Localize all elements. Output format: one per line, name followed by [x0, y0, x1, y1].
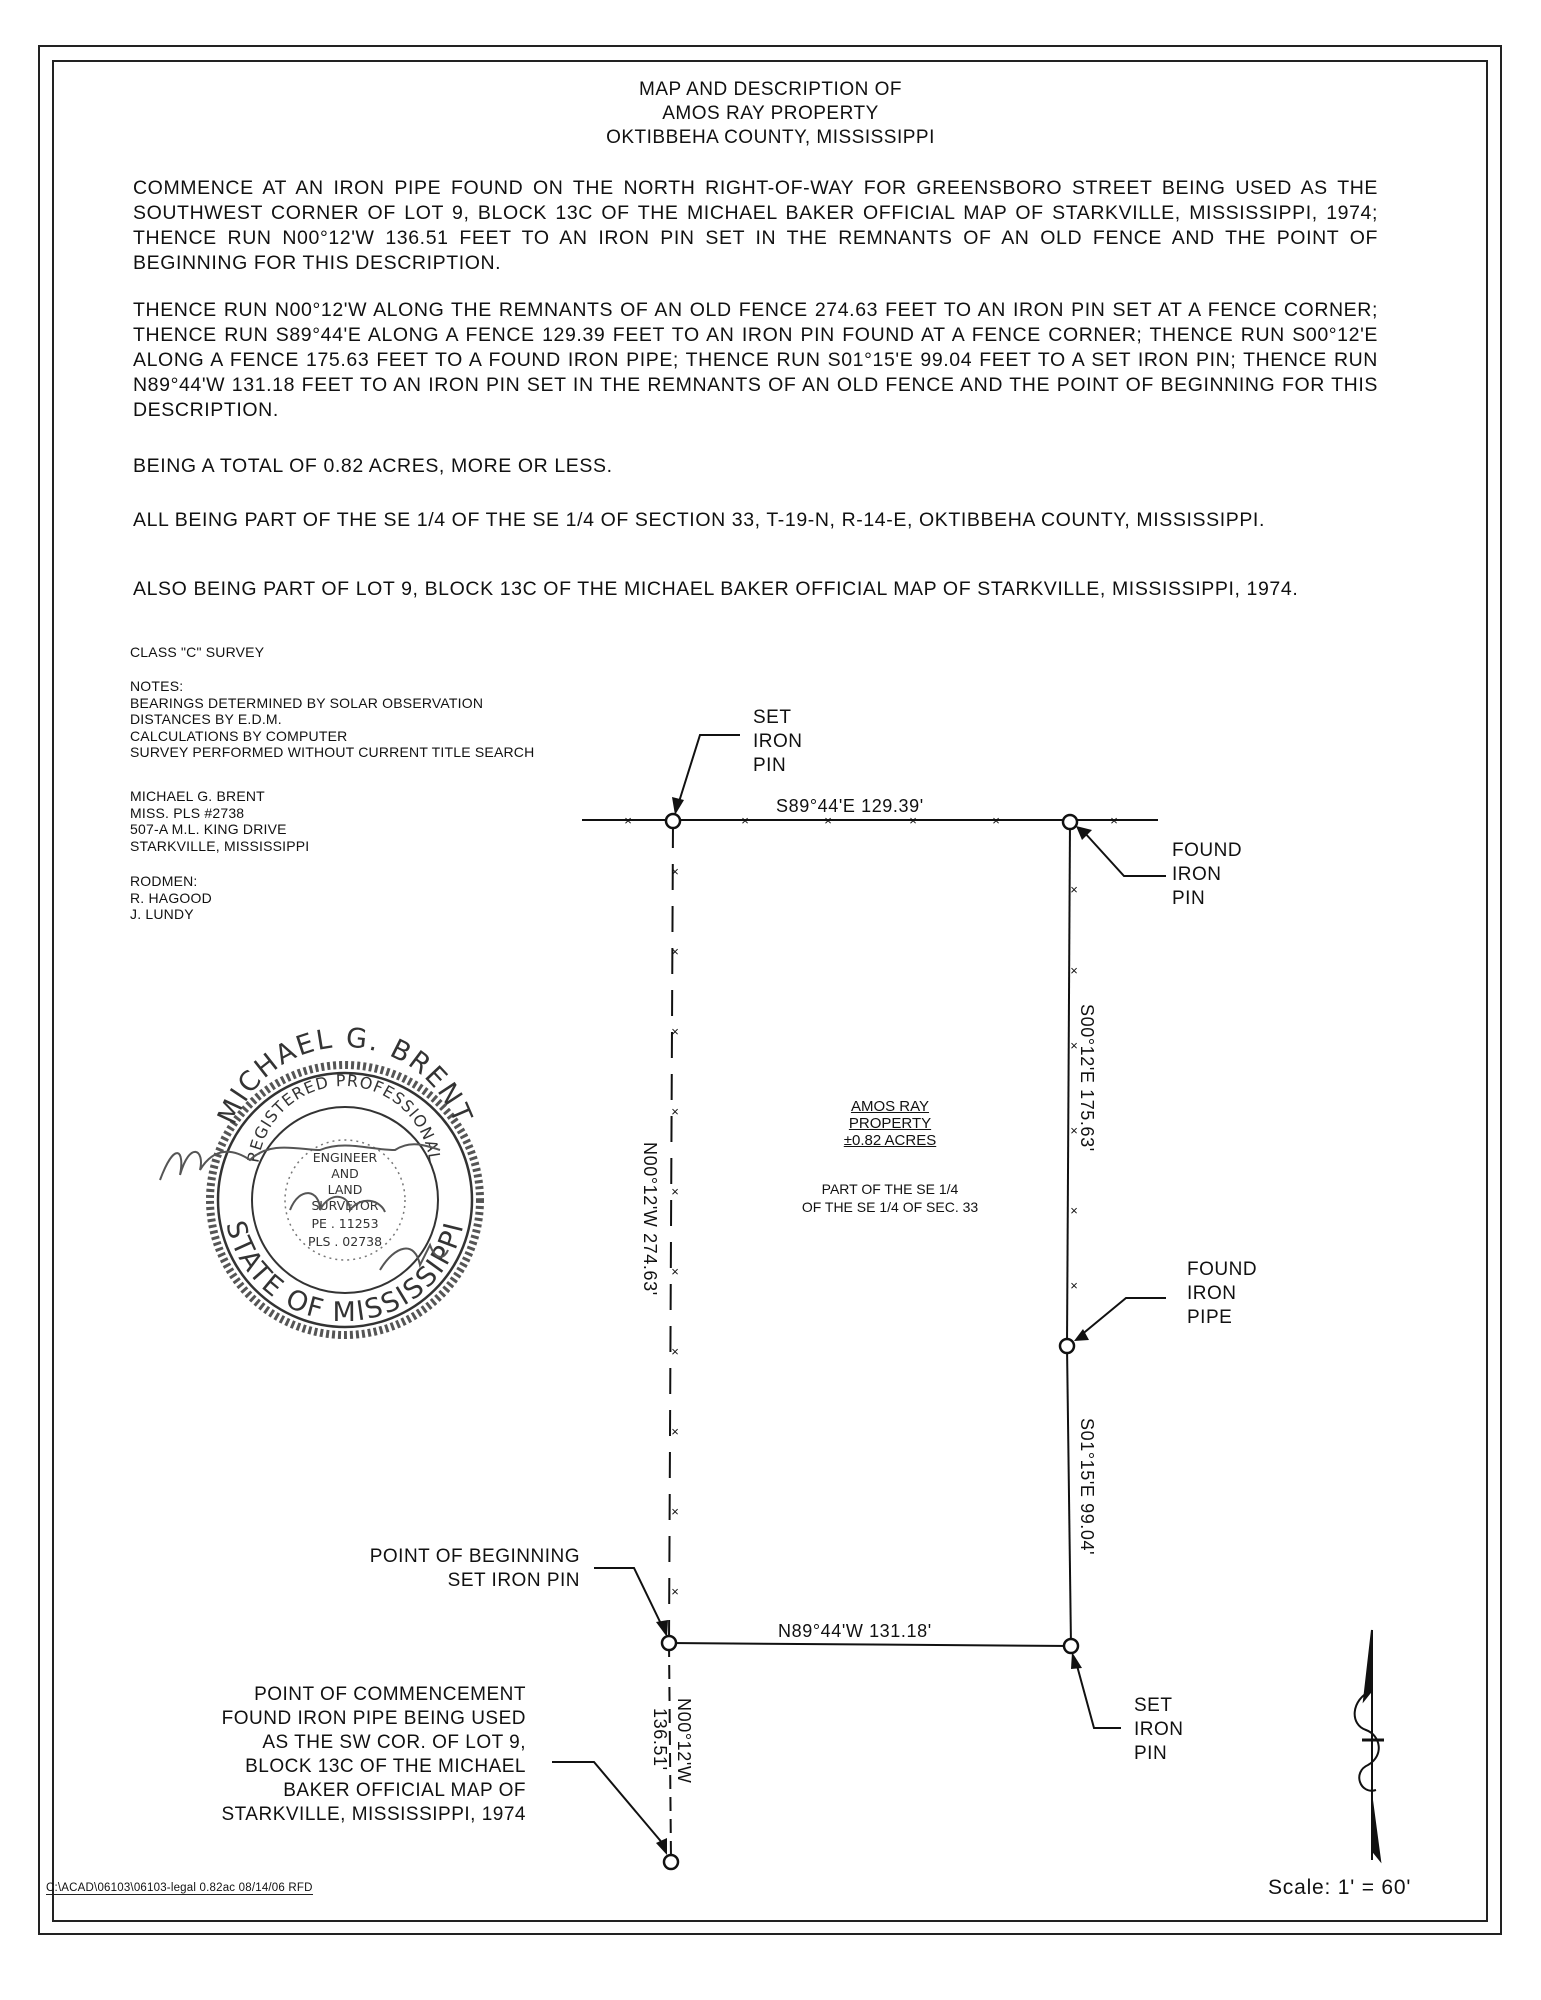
label-line: FOUND IRON PIPE BEING USED — [221, 1708, 526, 1729]
label-line: IRON — [1187, 1283, 1237, 1304]
seal-center-line: PLS . 02738 — [307, 1234, 383, 1249]
bearing-tie-line: N00°12'W — [674, 1698, 694, 1784]
bearing-east-lower: S01°15'E 99.04' — [1077, 1418, 1097, 1556]
description-lot: ALSO BEING PART OF LOT 9, BLOCK 13C OF THE MICHAEL BAKER OFFICIAL MAP OF STARKVILLE, MISSISSIPPI, 1974. — [133, 578, 1299, 600]
svg-text:×: × — [671, 1104, 679, 1119]
label-point-of-commencement — [170, 1683, 526, 1827]
svg-text:×: × — [1070, 1278, 1078, 1293]
note-item: CALCULATIONS BY COMPUTER — [130, 727, 348, 744]
label-nw-set-iron-pin — [753, 706, 803, 778]
title-line-3: OKTIBBEHA COUNTY, MISSISSIPPI — [606, 127, 935, 148]
monument-ne — [1063, 815, 1077, 829]
svg-text:×: × — [671, 1344, 679, 1359]
section-description — [760, 1180, 1020, 1216]
svg-text:×: × — [624, 813, 632, 828]
rodman-name: J. LUNDY — [130, 906, 194, 922]
title-line-2: AMOS RAY PROPERTY — [662, 103, 879, 124]
description-acreage: BEING A TOTAL OF 0.82 ACRES, MORE OR LESS. — [133, 455, 613, 477]
svg-text:×: × — [671, 944, 679, 959]
leader-arrowheads — [656, 797, 1092, 1855]
label-line: IRON — [753, 731, 803, 752]
label-line: SET IRON PIN — [447, 1570, 580, 1591]
property-label — [770, 1098, 1010, 1149]
surveyor-address-2: STARKVILLE, MISSISSIPPI — [130, 837, 310, 854]
label-line: SET — [753, 707, 792, 728]
svg-text:×: × — [909, 813, 917, 828]
east-boundary-line-upper — [1067, 822, 1070, 1346]
file-path: C:\ACAD\06103\06103-legal 0.82ac 08/14/06 RFD — [46, 1882, 313, 1894]
svg-text:×: × — [671, 1024, 679, 1039]
bearing-east-upper: S00°12'E 175.63' — [1077, 1004, 1097, 1152]
svg-text:×: × — [671, 1184, 679, 1199]
svg-text:×: × — [671, 1504, 679, 1519]
property-name: AMOS RAY — [850, 1098, 930, 1115]
rodmen-heading: RODMEN: — [130, 873, 198, 889]
label-line: PIN — [1134, 1743, 1168, 1764]
label-line: FOUND — [1187, 1259, 1258, 1280]
scale-label: Scale: 1' = 60' — [1268, 1876, 1412, 1899]
section-line: PART OF THE SE 1/4 — [821, 1181, 959, 1197]
monument-poc — [664, 1855, 678, 1869]
bearing-north-line: S89°44'E 129.39' — [776, 796, 924, 816]
seal-registered-text: REGISTERED PROFESSIONAL — [243, 1070, 445, 1164]
label-line: STARKVILLE, MISSISSIPPI, 1974 — [221, 1804, 526, 1825]
surveyor-seal-icon — [160, 1023, 480, 1335]
south-boundary-line — [669, 1643, 1071, 1646]
label-line: BLOCK 13C OF THE MICHAEL — [245, 1756, 526, 1777]
description-boundary: THENCE RUN N00°12'W ALONG THE REMNANTS OF AN OLD FENCE 274.63 FEET TO AN IRON PIN SET AT A FENCE CORNER; THENCE RUN S89°44'E ALONG A FENCE 129.39 FEET TO AN IRON PIN FOUND AT A FENCE CORNER; THENCE RUN S00°12'E ALONG A FENCE 175.63 FEET TO A FOUND IRON PIPE; THENCE RUN S01°15'E 99.04 FEET TO A SET IRON PIN; THENCE RUN N89°44'W 131.18 FEET TO AN IRON PIN SET IN THE REMNANTS OF AN OLD FENCE AND THE POINT OF BEGINNING FOR THIS DESCRIPTION. — [133, 299, 1378, 421]
label-line: BAKER OFFICIAL MAP OF — [283, 1780, 526, 1801]
seal-name-text: MICHAEL G. BRENT — [211, 1022, 479, 1130]
description-commencement: COMMENCE AT AN IRON PIPE FOUND ON THE NORTH RIGHT-OF-WAY FOR GREENSBORO STREET BEING USED AS THE SOUTHWEST CORNER OF LOT 9, BLOCK 13C OF THE MICHAEL BAKER OFFICIAL MAP OF STARKVILLE, MISSISSIPPI, 1974; THENCE RUN N00°12'W 136.51 FEET TO AN IRON PIN SET IN THE REMNANTS OF AN OLD FENCE AND THE POINT OF BEGINNING FOR THIS DESCRIPTION. — [133, 177, 1378, 274]
bearing-west-line: N00°12'W 274.63' — [640, 1142, 660, 1296]
label-point-of-beginning — [344, 1545, 580, 1593]
label-ne-found-iron-pin — [1172, 839, 1242, 911]
monument-se — [1064, 1639, 1078, 1653]
rodman-name: R. HAGOOD — [130, 889, 212, 906]
label-line: AS THE SW COR. OF LOT 9, — [262, 1732, 526, 1753]
label-line: PIN — [1172, 888, 1206, 909]
monument-pob — [662, 1636, 676, 1650]
svg-text:×: × — [1070, 1203, 1078, 1218]
svg-text:×: × — [992, 813, 1000, 828]
survey-class: CLASS "C" SURVEY — [130, 644, 265, 660]
label-line: POINT OF COMMENCEMENT — [254, 1684, 526, 1705]
label-line: FOUND — [1172, 840, 1243, 861]
label-line: PIPE — [1187, 1307, 1233, 1328]
label-line: POINT OF BEGINNING — [369, 1546, 580, 1567]
svg-text:×: × — [1070, 1123, 1078, 1138]
svg-text:×: × — [671, 1584, 679, 1599]
signature-scribble — [160, 1144, 440, 1180]
property-name: PROPERTY — [848, 1115, 932, 1132]
section-line: OF THE SE 1/4 OF SEC. 33 — [801, 1199, 979, 1215]
property-area: ±0.82 ACRES — [843, 1132, 937, 1149]
label-line: PIN — [753, 755, 787, 776]
seal-center-line: AND — [331, 1166, 359, 1181]
monument-east-pipe — [1060, 1339, 1074, 1353]
seal-state-text: STATE OF MISSISSIPPI — [219, 1217, 471, 1328]
svg-text:×: × — [824, 813, 832, 828]
svg-text:×: × — [741, 813, 749, 828]
svg-text:×: × — [671, 1424, 679, 1439]
north-arrow-icon — [1355, 1630, 1384, 1860]
surveyor-address-1: 507-A M.L. KING DRIVE — [130, 821, 287, 837]
east-boundary-line-lower — [1067, 1346, 1071, 1646]
label-line: IRON — [1134, 1719, 1184, 1740]
svg-text:×: × — [671, 864, 679, 879]
notes-heading: NOTES: — [130, 678, 184, 694]
seal-center-line: SURVEYOR — [311, 1198, 379, 1213]
seal-center-line: LAND — [327, 1182, 363, 1197]
seal-center-line: PE . 11253 — [311, 1216, 379, 1231]
note-item: BEARINGS DETERMINED BY SOLAR OBSERVATION — [130, 694, 484, 711]
svg-text:×: × — [1070, 882, 1078, 897]
svg-text:×: × — [1070, 1038, 1078, 1053]
monument-nw — [666, 814, 680, 828]
label-line: IRON — [1172, 864, 1222, 885]
surveyor-name: MICHAEL G. BRENT — [130, 788, 265, 804]
note-item: SURVEY PERFORMED WITHOUT CURRENT TITLE SEARCH — [130, 744, 535, 760]
label-line: SET — [1134, 1695, 1173, 1716]
seal-center-line: ENGINEER — [312, 1150, 378, 1165]
label-se-set-iron-pin — [1134, 1694, 1184, 1766]
label-east-found-iron-pipe — [1187, 1258, 1257, 1330]
title-line-1: MAP AND DESCRIPTION OF — [639, 79, 902, 100]
surveyor-license: MISS. PLS #2738 — [130, 804, 245, 821]
svg-text:×: × — [1110, 813, 1118, 828]
bearing-south-line: N89°44'W 131.18' — [778, 1621, 932, 1641]
svg-text:×: × — [1070, 963, 1078, 978]
distance-tie-line: 136.51' — [650, 1708, 670, 1771]
description-section: ALL BEING PART OF THE SE 1/4 OF THE SE 1/4 OF SECTION 33, T-19-N, R-14-E, OKTIBBEHA COUNTY, MISSISSIPPI. — [133, 509, 1265, 531]
note-item: DISTANCES BY E.D.M. — [130, 711, 282, 727]
svg-text:×: × — [671, 1264, 679, 1279]
